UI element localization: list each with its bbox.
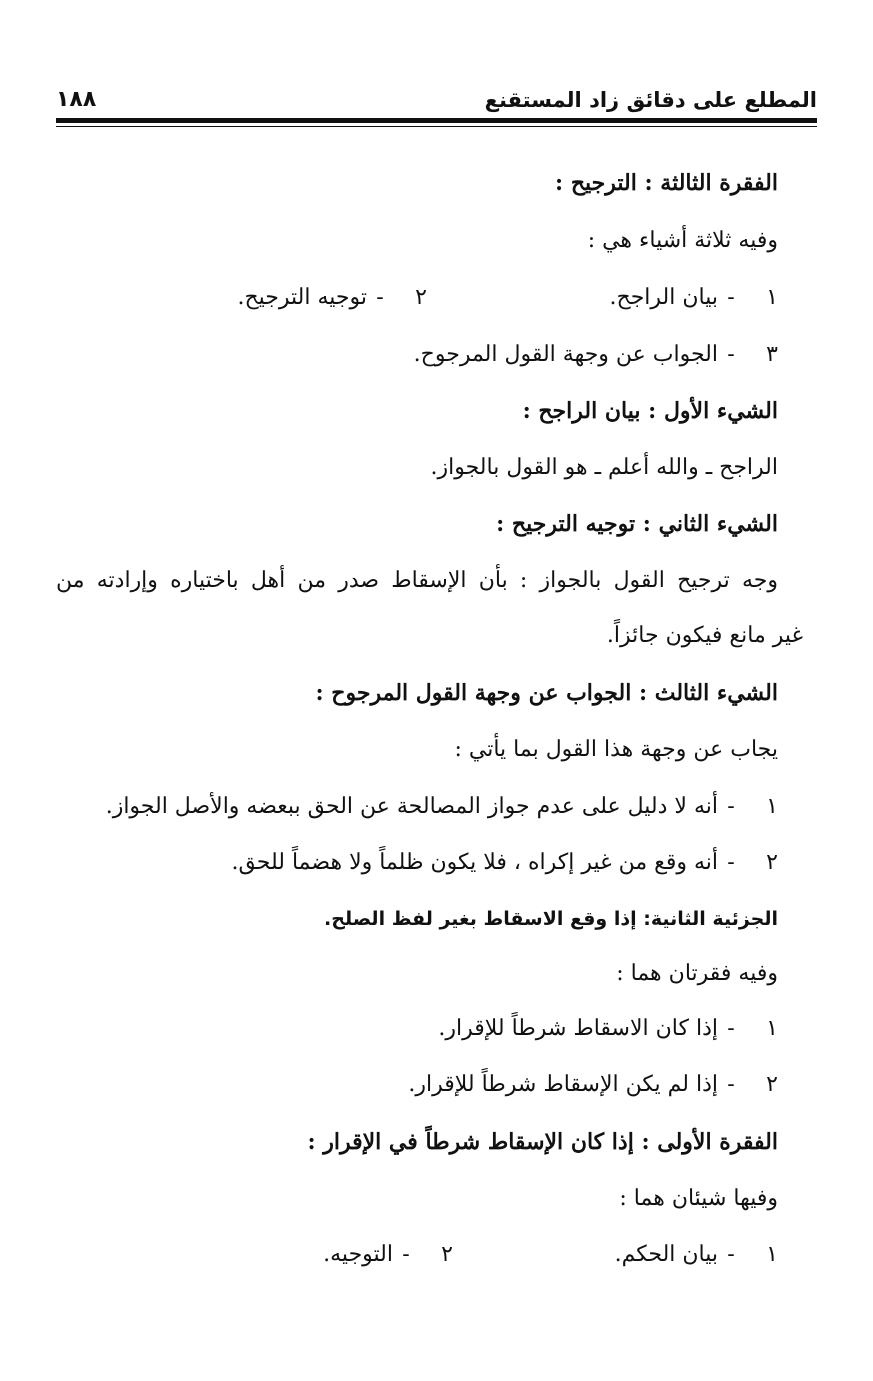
list-item xyxy=(615,1240,778,1270)
list-item xyxy=(237,283,427,313)
list-number: ١ xyxy=(766,1242,778,1267)
paragraph: وفيه ثلاثة أشياء هي : xyxy=(587,228,778,253)
list-dash: - xyxy=(727,285,735,310)
list-item xyxy=(106,792,778,822)
list-item xyxy=(323,1240,453,1270)
list-number: ٢ xyxy=(441,1242,453,1267)
list-dash: - xyxy=(727,342,735,367)
list-number: ٣ xyxy=(766,342,778,367)
subheading: الفقرة الأولى : إذا كان الإسقاط شرطاً في الإقرار : xyxy=(307,1129,778,1155)
book-title: المطلع على دقائق زاد المستقنع xyxy=(484,88,817,112)
running-header xyxy=(56,82,817,112)
list-text: التوجيه. xyxy=(323,1242,393,1267)
list-dash: - xyxy=(727,1242,735,1267)
paragraph: وفيه فقرتان هما : xyxy=(616,961,778,986)
header-rule-thin xyxy=(56,126,817,127)
list-dash: - xyxy=(727,850,735,875)
list-text: بيان الحكم. xyxy=(614,1242,718,1267)
page-number: ١٨٨ xyxy=(56,87,97,112)
list-dash: - xyxy=(376,285,384,310)
paragraph-continuation: غير مانع فيكون جائزاً. xyxy=(606,623,803,648)
list-text: أنه لا دليل على عدم جواز المصالحة عن الحق ببعضه والأصل الجواز. xyxy=(105,794,718,819)
list-number: ١ xyxy=(766,285,778,310)
subheading: الشيء الثاني : توجيه الترجيح : xyxy=(496,511,778,537)
subheading: الشيء الثالث : الجواب عن وجهة القول المرجوح : xyxy=(315,680,778,706)
section-heading: الجزئية الثانية: إذا وقع الاسقاط بغير لفظ الصلح. xyxy=(324,908,778,930)
list-item xyxy=(408,1070,778,1100)
list-number: ٢ xyxy=(766,1072,778,1097)
list-number: ٢ xyxy=(766,850,778,875)
list-item xyxy=(414,340,778,370)
list-text: إذا كان الاسقاط شرطاً للإقرار. xyxy=(438,1016,718,1041)
list-number: ٢ xyxy=(415,285,427,310)
subheading: الشيء الأول : بيان الراجح : xyxy=(522,398,778,424)
list-dash: - xyxy=(727,1016,735,1041)
list-number: ١ xyxy=(766,794,778,819)
list-text: بيان الراجح. xyxy=(609,285,718,310)
paragraph: الراجح ـ والله أعلم ـ هو القول بالجواز. xyxy=(430,455,778,480)
list-text: الجواب عن وجهة القول المرجوح. xyxy=(413,342,718,367)
paragraph: يجاب عن وجهة هذا القول بما يأتي : xyxy=(454,737,778,762)
list-dash: - xyxy=(727,1072,735,1097)
list-item xyxy=(231,848,778,878)
list-item xyxy=(610,283,778,313)
list-text: إذا لم يكن الإسقاط شرطاً للإقرار. xyxy=(408,1072,718,1097)
section-heading-tarjih: الفقرة الثالثة : الترجيح : xyxy=(555,170,778,196)
list-dash: - xyxy=(727,794,735,819)
header-rule-thick xyxy=(56,118,817,123)
list-text: توجيه الترجيح. xyxy=(237,285,367,310)
list-item xyxy=(438,1014,778,1044)
list-number: ١ xyxy=(766,1016,778,1041)
paragraph: وجه ترجيح القول بالجواز : بأن الإسقاط صدر من أهل باختياره وإرادته من xyxy=(56,568,778,593)
list-dash: - xyxy=(402,1242,410,1267)
paragraph: وفيها شيئان هما : xyxy=(619,1186,778,1211)
list-text: أنه وقع من غير إكراه ، فلا يكون ظلماً ولا هضماً للحق. xyxy=(231,850,718,875)
